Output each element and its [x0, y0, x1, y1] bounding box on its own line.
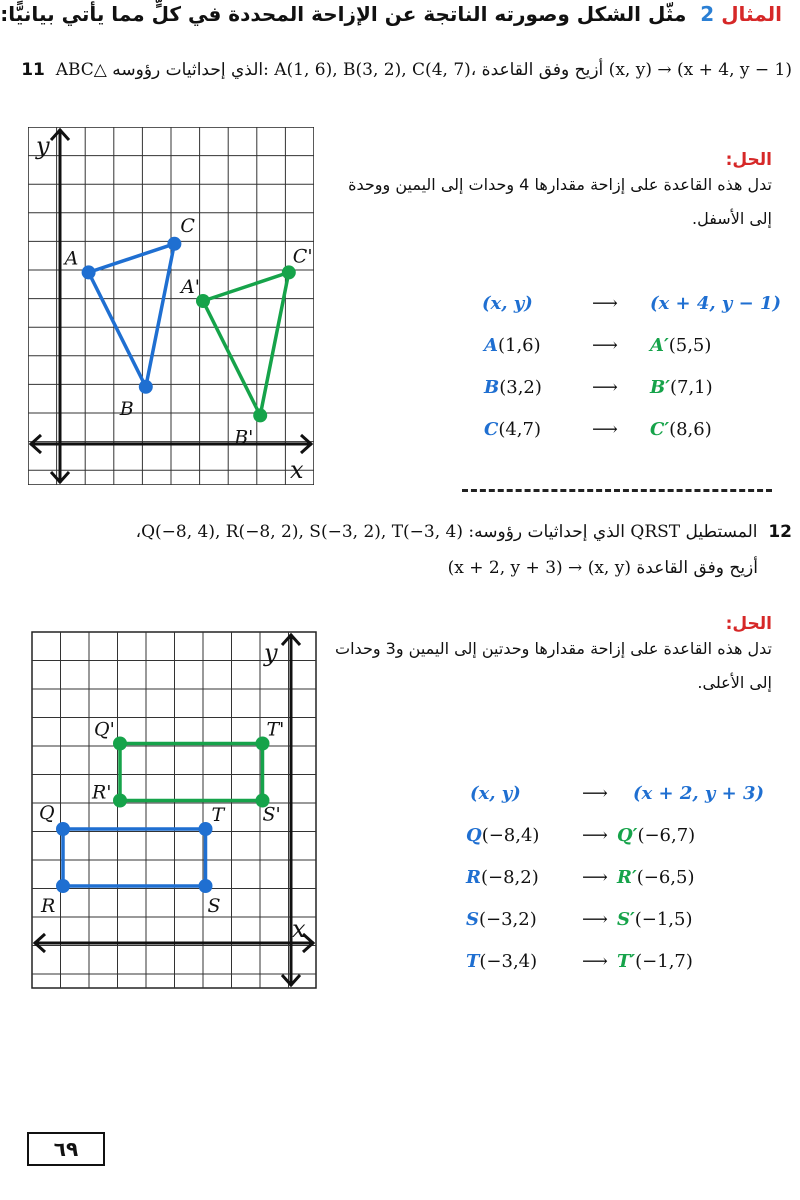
problem-12-statement — [136, 522, 792, 542]
problem-number: 12 — [768, 522, 792, 542]
preimage-polygon — [89, 244, 175, 387]
vertex-point — [56, 879, 70, 893]
arrow: ⟶ — [582, 825, 608, 846]
solution-explanation: تدل هذه القاعدة على إزاحة مقدارها وحدتين إلى اليمين و3 وحدات إلى الأعلى. — [335, 639, 772, 692]
vertex-point — [82, 265, 96, 279]
y-axis-label: y — [264, 639, 278, 667]
page-number: ٦٩ — [27, 1132, 105, 1166]
example-word: المثال — [721, 2, 782, 26]
mapping-table-12 — [466, 783, 790, 983]
solution-label: الحل: — [725, 614, 772, 634]
vertex-point — [199, 879, 213, 893]
vertex-label: A' — [181, 276, 200, 298]
pre-name: B — [484, 377, 500, 398]
pre-name: A — [484, 335, 498, 356]
arrow: ⟶ — [582, 909, 608, 930]
pre-name: C — [484, 419, 499, 440]
pre-coord: (−3,4) — [479, 951, 538, 972]
example-number: 2 — [700, 2, 715, 26]
vertex-point — [167, 237, 181, 251]
problem-text: ABC△ الذي إحداثيات رؤوسه: A(1, 6), B(3, 2), C(4, 7)، أزيح وفق القاعدة (x, y) → (x + 4, y − 1) — [55, 60, 792, 80]
graph-11 — [28, 127, 314, 485]
vertex-point — [113, 794, 127, 808]
example-instruction: مثّل الشكل وصورته الناتجة عن الإزاحة المحددة في كلٍّ مما يأتي بيانيًّا: — [0, 2, 687, 26]
arrow: ⟶ — [592, 335, 618, 356]
pre-coord: (4,7) — [498, 419, 541, 440]
img-name: B′ — [650, 377, 670, 398]
arrow: ⟶ — [582, 951, 608, 972]
img-coord: (−1,5) — [634, 909, 693, 930]
img-coord: (−6,7) — [637, 825, 696, 846]
img-coord: (8,6) — [669, 419, 712, 440]
problem-11-statement — [21, 60, 792, 80]
arrow: ⟶ — [582, 867, 608, 888]
solution-explanation: تدل هذه القاعدة على إزاحة مقدارها 4 وحدات إلى اليمين ووحدة إلى الأسفل. — [348, 175, 772, 228]
vertex-label: B' — [234, 426, 254, 449]
vertex-point — [253, 408, 267, 422]
vertex-label: T' — [266, 718, 285, 741]
preimage-polygon — [63, 829, 206, 886]
img-coord: (−6,5) — [636, 867, 695, 888]
vertex-label: S — [207, 895, 221, 917]
pre-name: S — [466, 909, 479, 930]
grid — [28, 127, 314, 485]
img-name: S′ — [617, 909, 635, 930]
y-axis-label: y — [36, 132, 50, 160]
pre-name: R — [466, 867, 481, 888]
image-polygon — [203, 272, 289, 415]
pre-coord: (1,6) — [497, 335, 541, 356]
problem-12-rule-line: أزيح وفق القاعدة (x, y) → (x + 2, y + 3) — [447, 558, 758, 578]
arrow: ⟶ — [582, 783, 608, 804]
vertex-label: R' — [92, 781, 112, 804]
vertex-label: A — [64, 247, 79, 270]
arrow: ⟶ — [592, 419, 618, 440]
img-name: T′ — [617, 951, 636, 972]
rule-to: (x + 4, y − 1) — [650, 293, 782, 314]
img-coord: (7,1) — [669, 377, 713, 398]
vertex-label: B — [119, 397, 134, 420]
vertex-point — [139, 380, 153, 394]
img-coord: (5,5) — [668, 335, 712, 356]
rule-to: (x + 2, y + 3) — [633, 783, 765, 804]
pre-coord: (−8,2) — [480, 867, 539, 888]
arrow: ⟶ — [592, 293, 618, 314]
arrow: ⟶ — [592, 377, 618, 398]
graph-12 — [28, 628, 318, 990]
x-axis-label: x — [290, 456, 304, 484]
img-name: R′ — [617, 867, 637, 888]
pre-name: T — [466, 951, 480, 972]
pre-coord: (3,2) — [499, 377, 542, 398]
vertex-label: C — [180, 214, 195, 237]
vertex-label: Q' — [94, 718, 115, 741]
section-divider — [462, 489, 772, 492]
pre-name: Q — [466, 825, 482, 846]
vertex-point — [282, 265, 296, 279]
img-name: C′ — [650, 419, 670, 440]
vertex-label: S' — [262, 803, 281, 826]
vertex-label: T — [211, 804, 225, 826]
x-axis-label: x — [292, 915, 306, 943]
image-polygon — [120, 744, 263, 801]
pre-coord: (−8,4) — [481, 825, 540, 846]
vertex-label: R — [41, 895, 56, 917]
vertex-point — [56, 822, 70, 836]
problem-number: 11 — [21, 60, 45, 80]
pre-coord: (−3,2) — [479, 909, 537, 930]
rule-from: (x, y) — [482, 293, 533, 314]
img-name: A′ — [650, 335, 669, 356]
vertex-point — [113, 737, 127, 751]
solution-label: الحل: — [725, 150, 772, 170]
mapping-table-11 — [470, 293, 790, 453]
img-coord: (−1,7) — [635, 951, 693, 972]
vertex-label: C' — [292, 245, 313, 268]
img-name: Q′ — [617, 825, 638, 846]
rule-from: (x, y) — [470, 783, 521, 804]
vertex-point — [199, 822, 213, 836]
problem-text: المستطيل QRST الذي إحداثيات رؤوسه: Q(−8, 4), R(−8, 2), S(−3, 2), T(−3, 4)، — [135, 522, 758, 542]
shapes — [39, 719, 284, 918]
vertex-label: Q — [39, 802, 55, 824]
example-heading — [0, 2, 782, 26]
